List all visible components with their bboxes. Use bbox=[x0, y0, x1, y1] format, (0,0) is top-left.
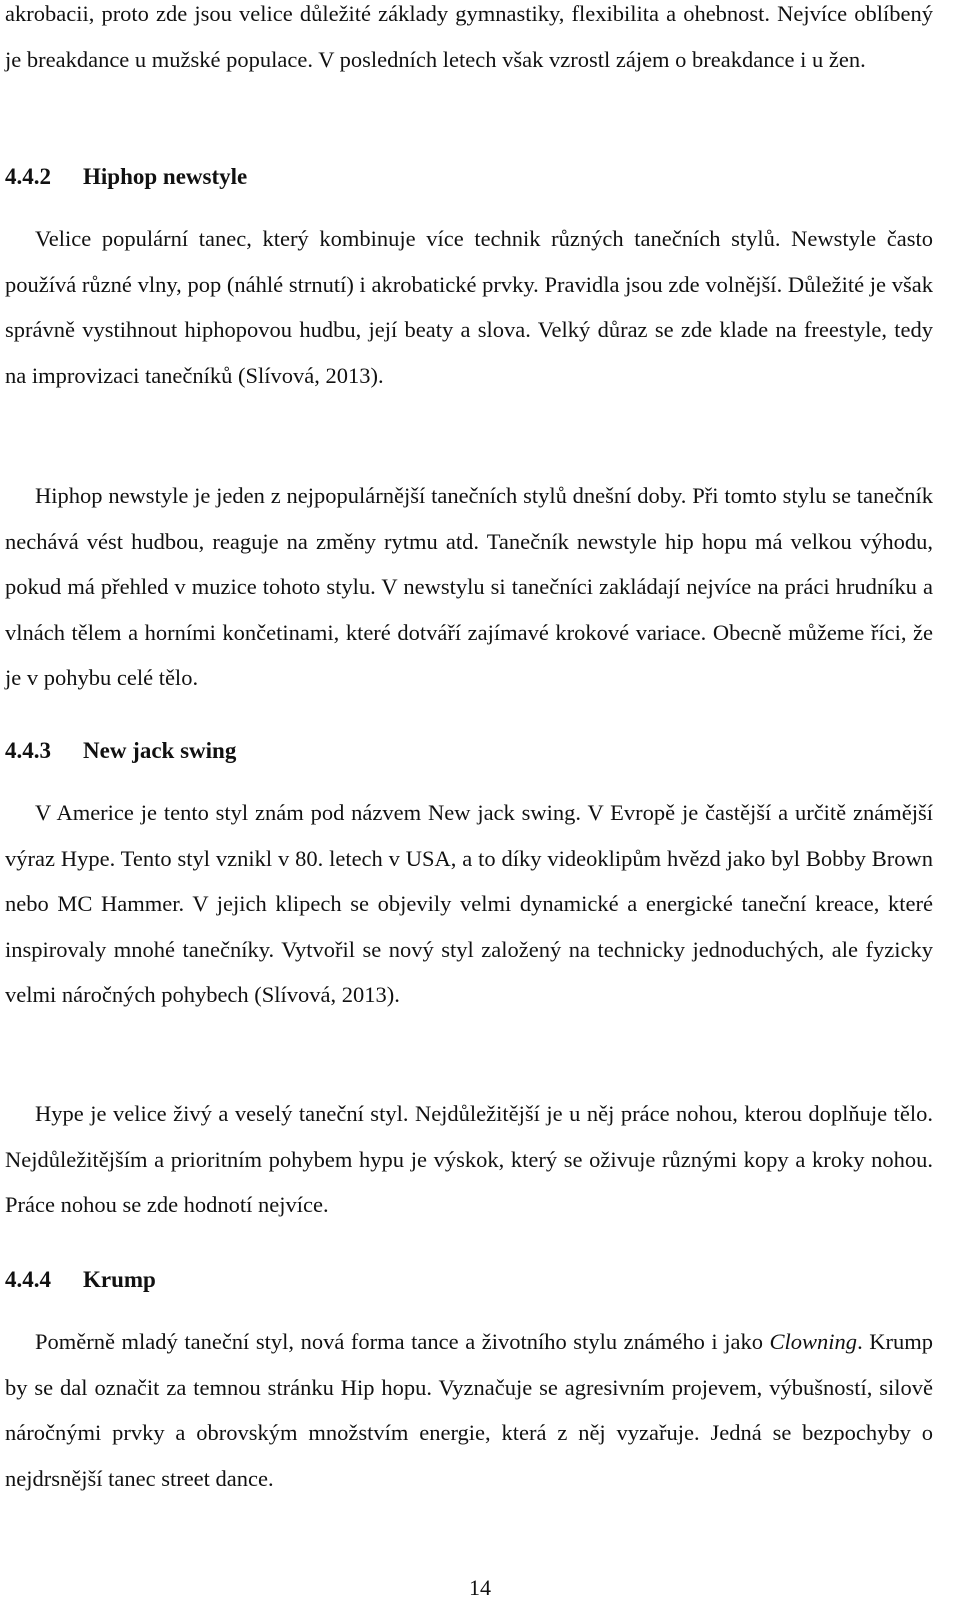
section-title: New jack swing bbox=[83, 738, 237, 763]
section-number: 4.4.2 bbox=[5, 164, 51, 189]
new-jack-swing-paragraph-2: Hype je velice živý a veselý taneční styl. Nejdůležitější je u něj práce nohou, kterou doplňuje tělo. Nejdůležitějším a prioritním pohybem hypu je výskok, který se oživuje různými kopy a kroky nohou. Práce nohou se zde hodnotí nejvíce. bbox=[5, 1101, 933, 1217]
hiphop-newstyle-paragraph-1: Velice populární tanec, který kombinuje více technik různých tanečních stylů. Newstyle často používá různé vlny, pop (náhlé strnutí) i akrobatické prvky. Pravidla jsou zde volnější. Důležité je však správně vystihnout hiphopovou hudbu, její beaty a slova. Velký důraz se zde klade na freestyle, tedy na improvizaci tanečníků (Slívová, 2013). bbox=[5, 226, 933, 388]
section-number: 4.4.3 bbox=[5, 738, 51, 763]
section-heading-krump bbox=[5, 1265, 156, 1295]
krump-paragraph bbox=[5, 1319, 933, 1501]
section-title: Krump bbox=[83, 1267, 156, 1292]
new-jack-swing-paragraph-1: V Americe je tento styl znám pod názvem New jack swing. V Evropě je častější a určitě známější výraz Hype. Tento styl vznikl v 80. letech v USA, a to díky videoklipům hvězd jako byl Bobby Brown nebo MC Hammer. V jejich klipech se objevily velmi dynamické a energické taneční kreace, které inspirovaly mnohé tanečníky. Vytvořil se nový styl založený na technicky jednoduchých, ale fyzicky velmi náročných pohybech (Slívová, 2013). bbox=[5, 800, 933, 1007]
section-heading-hiphop-newstyle bbox=[5, 162, 247, 192]
hiphop-newstyle-paragraph-2: Hiphop newstyle je jeden z nejpopulárnější tanečních stylů dnešní doby. Při tomto stylu se tanečník nechává vést hudbou, reaguje na změny rytmu atd. Tanečník newstyle hip hopu má velkou výhodu, pokud má přehled v muzice tohoto stylu. V newstylu si tanečníci zakládají nejvíce na práci hrudníku a vlnách tělem a horními končetinami, které dotváří zajímavé krokové variace. Obecně můžeme říci, že je v pohybu celé tělo. bbox=[5, 483, 933, 690]
section-number: 4.4.4 bbox=[5, 1267, 51, 1292]
krump-text-end: . Krump by se dal označit za temnou stránku Hip hopu. Vyznačuje se agresivním projevem, výbušností, silově náročnými prvky a obrovským množstvím energie, která z něj vyzařuje. Jedná se bezpochyby o nejdrsnější tanec street dance. bbox=[5, 1329, 933, 1491]
clowning-term: Clowning bbox=[769, 1329, 858, 1354]
krump-text-start: Poměrně mladý taneční styl, nová forma tance a životního stylu známého i jako bbox=[35, 1329, 770, 1354]
section-heading-new-jack-swing bbox=[5, 736, 236, 766]
section-title: Hiphop newstyle bbox=[83, 164, 248, 189]
page-number: 14 bbox=[469, 1575, 491, 1600]
intro-paragraph: akrobacii, proto zde jsou velice důležité základy gymnastiky, flexibilita a ohebnost. Nejvíce oblíbený je breakdance u mužské populace. V posledních letech však vzrostl zájem o breakdance i u žen. bbox=[5, 1, 933, 72]
